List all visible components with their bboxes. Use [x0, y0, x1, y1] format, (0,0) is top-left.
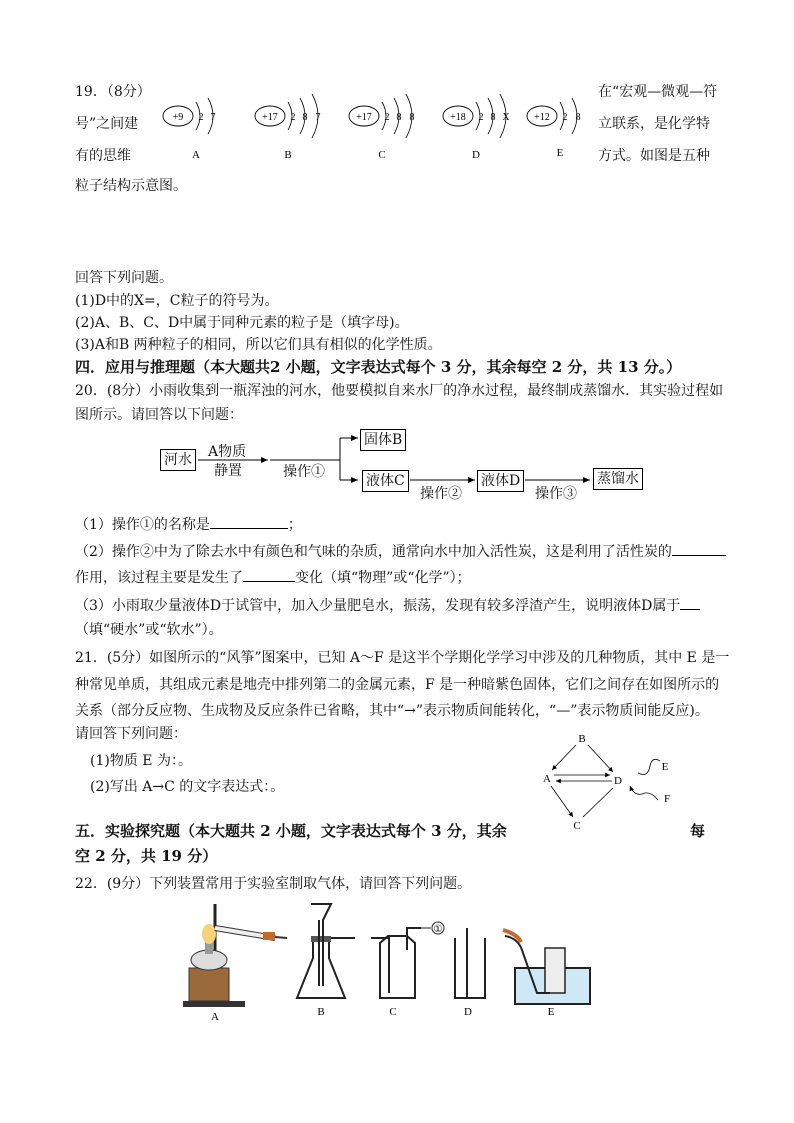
svg-text:2: 2 — [290, 112, 296, 123]
section-5-heading-part-1: 五．实验探究题（本大题共 2 小题，文字表达式每个 3 分，其余 — [75, 822, 507, 840]
q19-text-left-3: 有的思维 — [75, 148, 131, 164]
apparatus-a — [183, 904, 287, 1023]
q20-sub-3a: （3）小雨取少量液体D于试管中，加入少量肥皂水，振荡，发现有较多浮渣产生，说明液体D属于 — [75, 595, 700, 616]
label-a: A — [211, 1011, 219, 1023]
particle-b-nucleus: +17 — [262, 112, 278, 123]
svg-text:2: 2 — [562, 112, 568, 123]
q19-sub-1: (1)D中的X=，C粒子的符号为。 — [75, 293, 279, 309]
blank-charcoal-role[interactable] — [672, 541, 726, 556]
flow-step-add-a: A物质 — [208, 444, 247, 460]
q19-text-right-2: 立联系，是化学特 — [598, 116, 710, 132]
mark-1: ① — [433, 924, 443, 935]
svg-text:7: 7 — [315, 112, 321, 123]
svg-text:8: 8 — [409, 112, 415, 123]
particle-b — [255, 94, 321, 161]
q21-line-1: 21．(5分）如图所示的“风筝”图案中，已知 A～F 是这半个学期化学学习中涉及的几种物质，其中 E 是一 — [75, 650, 730, 666]
node-a: A — [543, 773, 551, 785]
particle-e-label: E — [556, 147, 564, 159]
node-f: F — [663, 793, 671, 805]
q22-line-1: 22．(9分）下列装置常用于实验室制取气体，请回答下列问题。 — [75, 876, 472, 892]
q19-intro: 19．（8分） — [75, 84, 151, 100]
particle-d — [443, 94, 510, 161]
particle-a-label: A — [192, 149, 200, 161]
q21-sub-2: (2)写出 A→C 的文字表达式：。 — [90, 779, 285, 795]
flow-liquid-d: 液体D — [477, 470, 524, 492]
q19-text-right-3: 方式。如图是五种 — [598, 148, 710, 164]
flow-op-3: 操作③ — [535, 486, 577, 502]
section-5-heading-part-2: 每 — [690, 822, 706, 840]
particle-structure-diagrams — [150, 88, 590, 163]
svg-text:2: 2 — [384, 112, 390, 123]
q19-sub-3: (3)A和B 两种粒子的相同，所以它们具有相似的化学性质。 — [75, 337, 442, 353]
node-b: B — [578, 733, 586, 745]
flow-river-water: 河水 — [160, 449, 196, 471]
svg-text:X: X — [502, 112, 510, 123]
blank-op1-name[interactable] — [210, 514, 288, 529]
apparatus-c — [371, 922, 444, 1018]
q20-line-2: 图所示。请回答以下问题： — [75, 407, 243, 423]
blank-change-type[interactable] — [243, 567, 295, 582]
svg-text:8: 8 — [575, 112, 581, 123]
q20-sub-3b: （填“硬水”或“软水”）。 — [75, 622, 223, 638]
apparatus-e — [503, 930, 590, 1018]
flow-liquid-c: 液体C — [362, 470, 409, 492]
svg-text:8: 8 — [490, 112, 496, 123]
label-d: D — [464, 1006, 472, 1018]
flow-op-2: 操作② — [420, 486, 462, 502]
particle-d-label: D — [472, 149, 480, 161]
particle-a-nucleus: +9 — [172, 112, 184, 123]
q20-line-1: 20．(8分）小雨收集到一瓶浑浊的河水，他要模拟自来水厂的净水过程，最终制成蒸馏水．其实验过程如 — [75, 383, 724, 399]
node-d: D — [614, 775, 622, 787]
particle-c-label: C — [378, 149, 386, 161]
q20-sub-1: （1）操作①的名称是 ； — [75, 514, 302, 535]
particle-d-nucleus: +18 — [450, 112, 466, 123]
section-4-heading: 四．应用与推理题（本大题共2 小题，文字表达式每个 3 分，其余每空 2 分，共 13 分。） — [75, 358, 682, 376]
particle-b-label: B — [284, 149, 292, 161]
q20-sub-2b: 作用，该过程主要是发生了 变化（填“物理”或“化学”）； — [75, 567, 471, 588]
svg-text:8: 8 — [302, 112, 308, 123]
kite-relation-diagram — [530, 728, 690, 838]
particle-c — [349, 94, 415, 161]
particle-e-nucleus: +12 — [534, 112, 550, 123]
apparatus-d — [455, 928, 485, 1018]
q21-line-2: 种常见单质，其组成元素是地壳中排列第二的金属元素，F 是一种暗紫色固体，它们之间存在如图所示的 — [75, 677, 720, 693]
q21-line-3: 关系（部分反应物、生成物及反应条件已省略，其中“→”表示物质间能转化，“—”表示物质间能反应)。 — [75, 703, 709, 719]
flow-step-settle: 静置 — [214, 463, 242, 479]
section-5-heading-part-3: 空 2 分，共 19 分） — [75, 847, 218, 865]
node-e: E — [661, 761, 669, 773]
label-c: C — [389, 1006, 397, 1018]
node-c: C — [573, 820, 581, 832]
q21-line-4: 请回答下列问题： — [75, 726, 187, 742]
flow-distilled-water: 蒸馏水 — [593, 468, 643, 490]
q19-prompt: 回答下列问题。 — [75, 270, 173, 286]
svg-text:8: 8 — [396, 112, 402, 123]
label-e: E — [547, 1006, 555, 1018]
q19-text-left-2: 号”之间建 — [75, 116, 139, 132]
svg-text:7: 7 — [210, 112, 216, 123]
svg-text:2: 2 — [198, 112, 204, 123]
flow-solid-b: 固体B — [360, 429, 406, 451]
q19-text-line-4: 粒子结构示意图。 — [75, 178, 187, 194]
blank-water-type[interactable] — [680, 595, 700, 610]
particle-e — [527, 98, 581, 159]
lab-apparatus-figure — [175, 898, 615, 1023]
q21-sub-1: (1)物质 E 为：。 — [90, 753, 192, 769]
svg-text:2: 2 — [478, 112, 484, 123]
apparatus-b — [297, 904, 355, 1018]
q19-sub-2: (2)A、B、C、D中属于同种元素的粒子是（填字母)。 — [75, 315, 409, 331]
particle-c-nucleus: +17 — [356, 112, 372, 123]
particle-a — [163, 98, 216, 161]
q19-text-right-1: 在“宏观—微观—符 — [598, 84, 718, 100]
flow-op-1: 操作① — [283, 464, 325, 480]
q20-sub-2a: （2）操作②中为了除去水中有颜色和气味的杂质，通常向水中加入活性炭，这是利用了活性炭的 — [75, 541, 726, 562]
label-b: B — [317, 1006, 325, 1018]
